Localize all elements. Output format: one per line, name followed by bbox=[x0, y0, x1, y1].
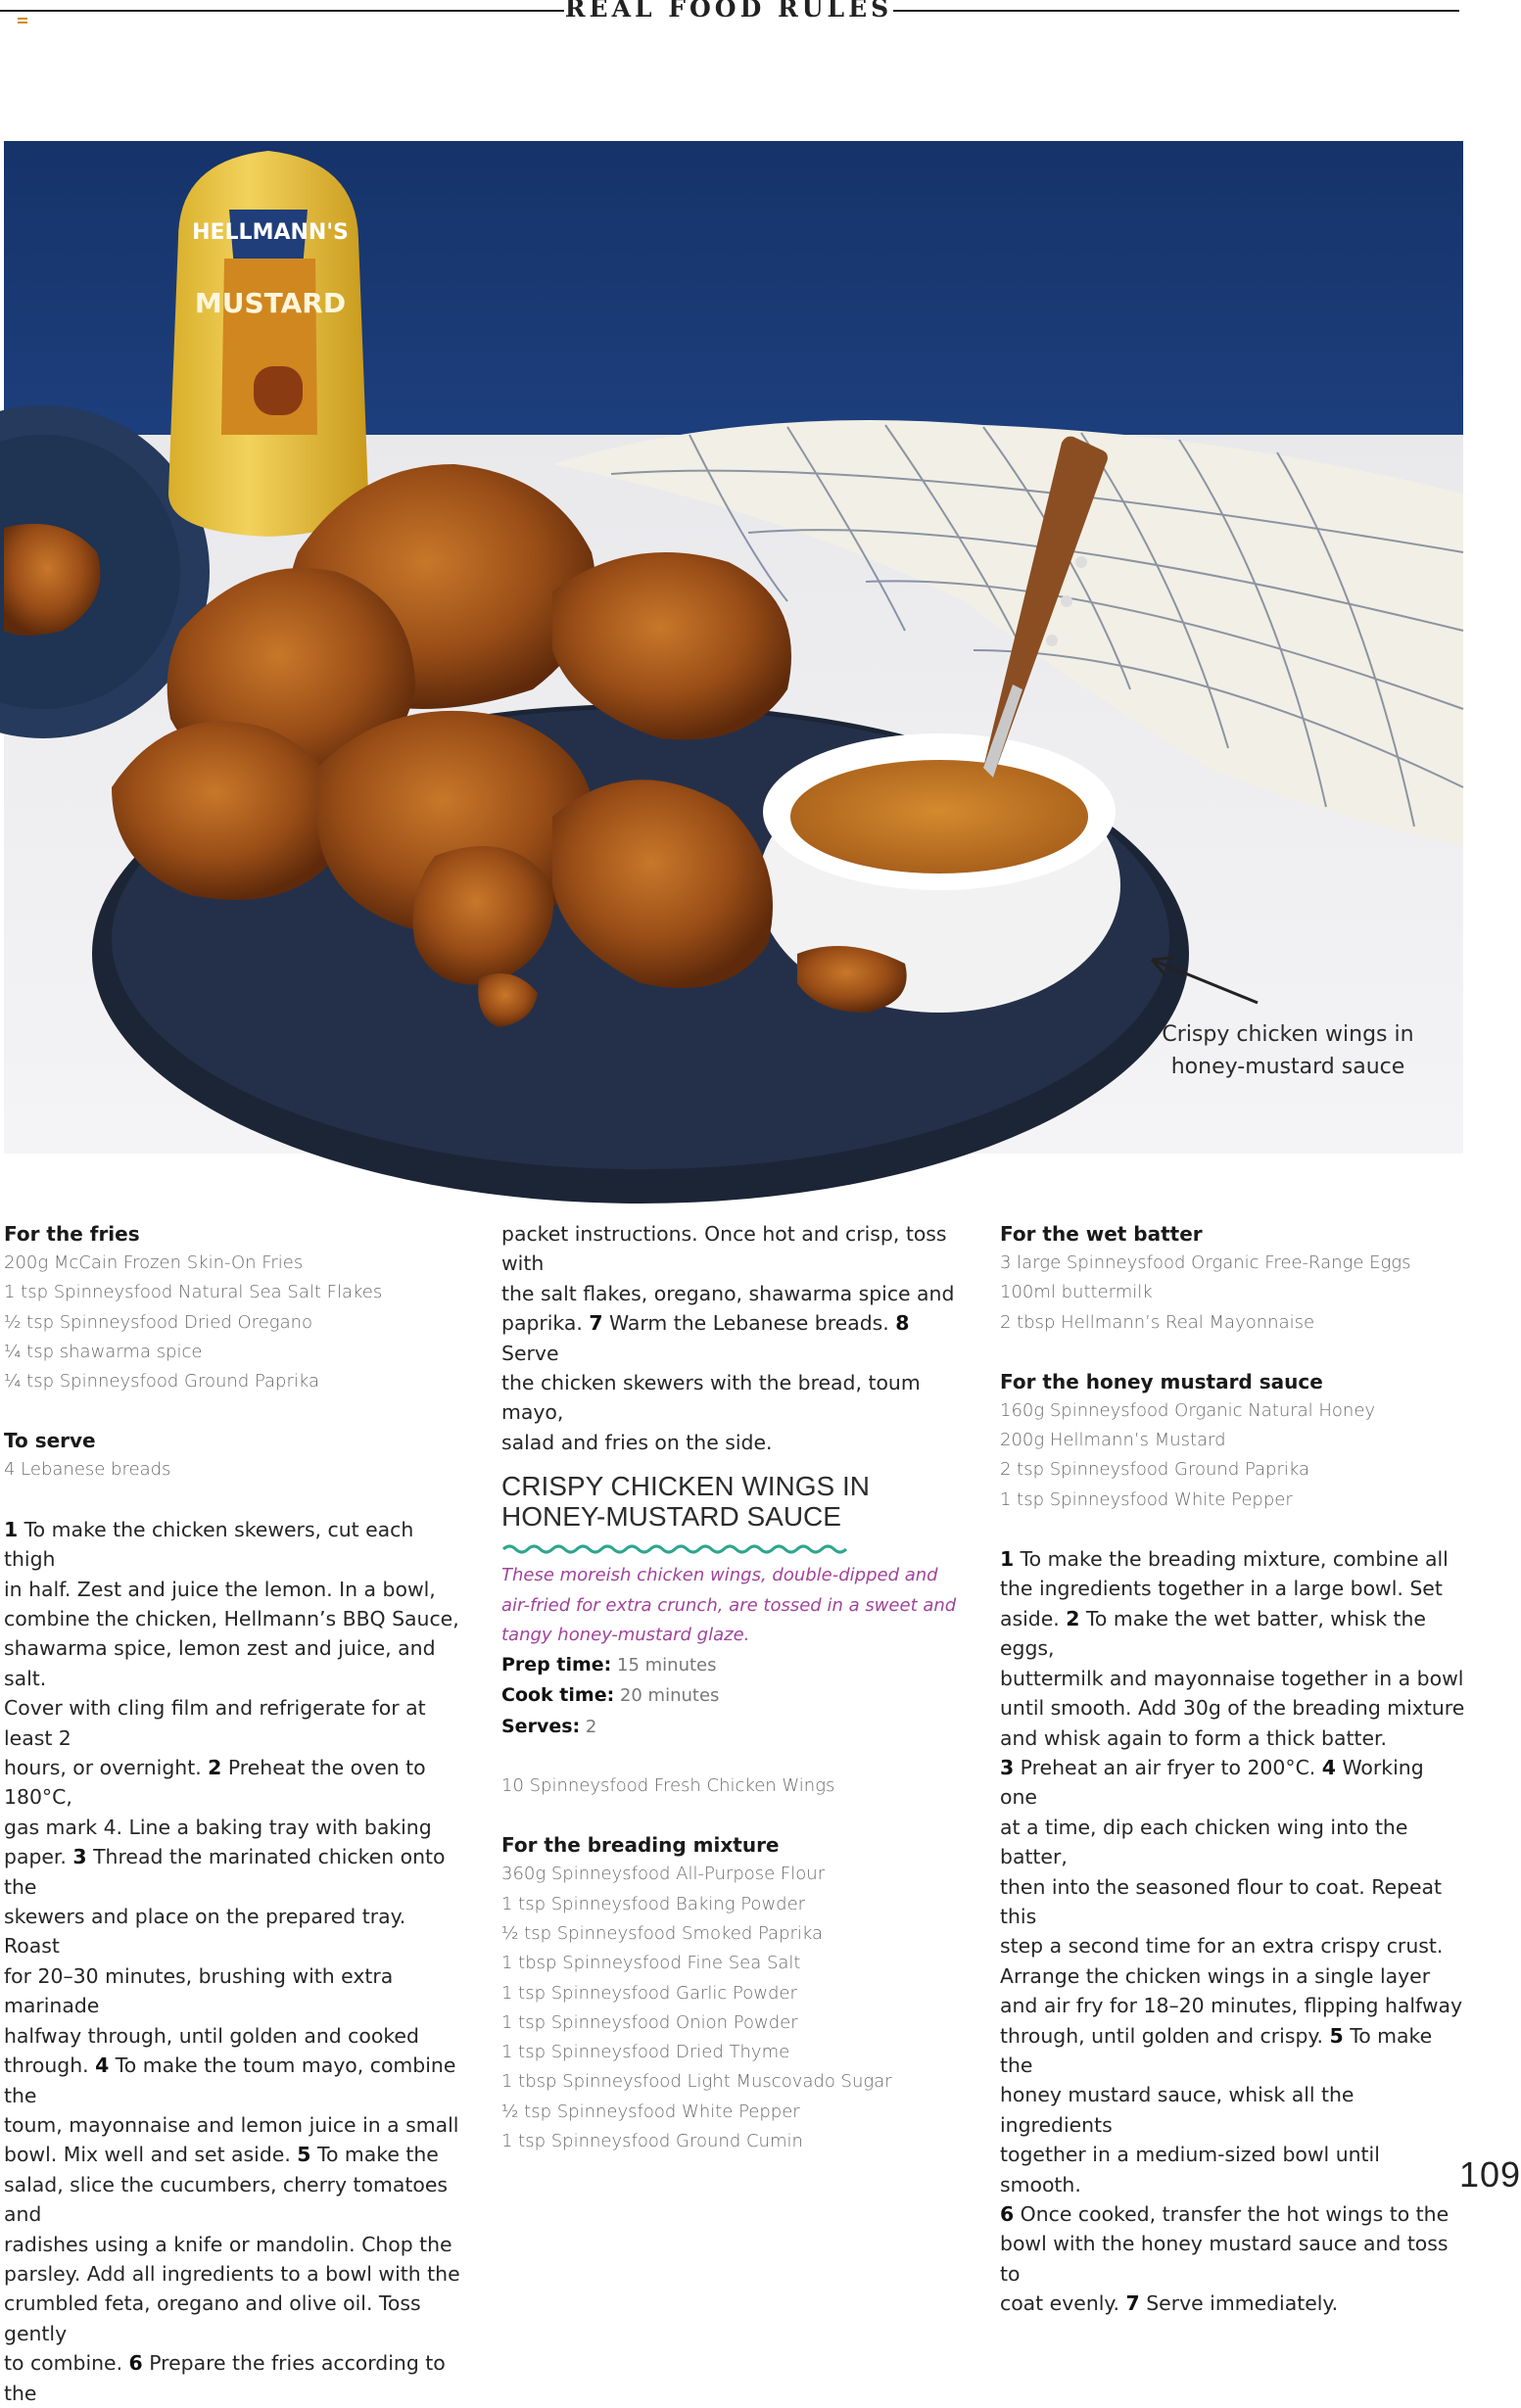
ingredient: 1 tsp Spinneysfood Dried Thyme bbox=[501, 2042, 790, 2063]
method-line: and air fry for 18–20 minutes, flipping halfway bbox=[1000, 1994, 1463, 2018]
method-line: 1 To make the chicken skewers, cut each thigh bbox=[4, 1517, 414, 1572]
method-line: crumbled feta, oregano and olive oil. Toss gently bbox=[4, 2291, 421, 2345]
prep-label: Prep time: bbox=[501, 1654, 612, 1676]
column-1 bbox=[4, 1219, 464, 2408]
serve-heading: To serve bbox=[4, 1429, 96, 1453]
ingredient: 160g Spinneysfood Organic Natural Honey bbox=[1000, 1399, 1376, 1421]
method-line: parsley. Add all ingredients to a bowl with the bbox=[4, 2261, 460, 2286]
method-line: the chicken skewers with the bread, toum mayo, bbox=[501, 1371, 921, 1425]
ingredient: 200g McCain Frozen Skin-On Fries bbox=[4, 1252, 304, 1273]
method-line: packet instructions. Once hot and crisp, toss with bbox=[501, 1222, 947, 1276]
caption-line-2: honey-mustard sauce bbox=[1170, 1055, 1405, 1079]
method-line: through, until golden and crispy. 5 To make the bbox=[1000, 2023, 1433, 2077]
method-line: combine the chicken, Hellmann’s BBQ Sauce, bbox=[4, 1607, 459, 1630]
cook-value: 20 minutes bbox=[619, 1685, 720, 1707]
intro-line: tangy honey-mustard glaze. bbox=[501, 1624, 750, 1645]
cook-label: Cook time: bbox=[501, 1684, 615, 1707]
method-line: until smooth. Add 30g of the breading mixture bbox=[1000, 1696, 1465, 1721]
method-line: together in a medium-sized bowl until smooth. bbox=[1000, 2143, 1380, 2196]
recipe-photo bbox=[4, 141, 1463, 1154]
ingredient: ¼ tsp Spinneysfood Ground Paprika bbox=[4, 1371, 320, 1393]
method-line: salad, slice the cucumbers, cherry tomatoes and bbox=[4, 2172, 449, 2227]
method-line: aside. 2 To make the wet batter, whisk the eggs, bbox=[1000, 1606, 1426, 1661]
batter-heading: For the wet batter bbox=[1000, 1222, 1203, 1246]
method-text bbox=[1000, 1544, 1465, 2319]
method-line: 6 Once cooked, transfer the hot wings to the bbox=[1000, 2202, 1450, 2227]
ingredient: 1 tsp Spinneysfood Onion Powder bbox=[501, 2011, 798, 2033]
recipe-title bbox=[501, 1471, 967, 1532]
page-header bbox=[0, 0, 1518, 29]
method-line: radishes using a knife or mandolin. Chop the bbox=[4, 2232, 452, 2256]
method-line: halfway through, until golden and cooked bbox=[4, 2023, 419, 2048]
ingredient: 1 tsp Spinneysfood White Pepper bbox=[1000, 1488, 1293, 1510]
serves bbox=[501, 1712, 967, 1742]
ingredient: 1 tsp Spinneysfood Baking Powder bbox=[501, 1893, 806, 1914]
serves-label: Serves: bbox=[501, 1715, 581, 1737]
recipe-title-line-2: HONEY-MUSTARD SAUCE bbox=[501, 1501, 841, 1533]
method-line: Arrange the chicken wings in a single layer bbox=[1000, 1963, 1431, 1988]
recipe-title-line-1: CRISPY CHICKEN WINGS IN bbox=[501, 1471, 870, 1502]
ingredient: ½ tsp Spinneysfood Dried Oregano bbox=[4, 1311, 313, 1333]
ingredient: 360g Spinneysfood All-Purpose Flour bbox=[501, 1864, 826, 1885]
ingredient: 1 tsp Spinneysfood Natural Sea Salt Flakes bbox=[4, 1282, 383, 1303]
ingredient: 200g Hellmann’s Mustard bbox=[1000, 1430, 1226, 1451]
ingredient: ½ tsp Spinneysfood White Pepper bbox=[501, 2101, 800, 2122]
method-line: honey mustard sauce, whisk all the ingredients bbox=[1000, 2083, 1355, 2137]
bottle-brand: HELLMANN'S bbox=[192, 220, 349, 245]
bottle-label: MUSTARD bbox=[194, 287, 347, 319]
ingredient: 100ml buttermilk bbox=[1000, 1282, 1153, 1303]
ingredient: ¼ tsp shawarma spice bbox=[4, 1341, 203, 1362]
method-line: to combine. 6 Prepare the fries according to the bbox=[4, 2351, 446, 2405]
method-line: bowl. Mix well and set aside. 5 To make the bbox=[4, 2143, 439, 2167]
method-text bbox=[4, 1515, 464, 2408]
ingredient: 1 tsp Spinneysfood Garlic Powder bbox=[501, 1982, 797, 2004]
menu-icon[interactable] bbox=[18, 18, 27, 25]
method-line: the ingredients together in a large bowl. Set bbox=[1000, 1577, 1443, 1601]
header-rule-left bbox=[0, 10, 564, 12]
column-2 bbox=[501, 1219, 967, 2156]
cook-time bbox=[501, 1680, 967, 1711]
method-line: buttermilk and mayonnaise together in a bowl bbox=[1000, 1666, 1464, 1690]
method-line: in half. Zest and juice the lemon. In a bowl, bbox=[4, 1577, 436, 1601]
method-line: paper. 3 Thread the marinated chicken onto the bbox=[4, 1845, 446, 1899]
photo-caption bbox=[1146, 1018, 1430, 1083]
ingredient: ½ tsp Spinneysfood Smoked Paprika bbox=[501, 1922, 824, 1944]
ingredient: 4 Lebanese breads bbox=[4, 1459, 171, 1481]
method-text bbox=[501, 1219, 967, 1457]
main-ingredient: 10 Spinneysfood Fresh Chicken Wings bbox=[501, 1775, 835, 1797]
method-line: then into the seasoned flour to coat. Repeat this bbox=[1000, 1874, 1442, 1928]
page-number: 109 bbox=[1459, 2154, 1521, 2195]
method-line: gas mark 4. Line a baking tray with baking bbox=[4, 1815, 432, 1839]
sauce-ingredient-list bbox=[1000, 1396, 1465, 1515]
ingredient: 2 tsp Spinneysfood Ground Paprika bbox=[1000, 1459, 1310, 1481]
method-line: through. 4 To make the toum mayo, combine the bbox=[4, 2054, 456, 2107]
fries-ingredient-list bbox=[4, 1249, 464, 1396]
column-3 bbox=[1000, 1219, 1465, 2319]
intro-line: air-fried for extra crunch, are tossed in a sweet and bbox=[501, 1594, 957, 1616]
ingredient: 1 tbsp Spinneysfood Light Muscovado Sugar bbox=[501, 2071, 892, 2093]
ingredient: 2 tbsp Hellmann’s Real Mayonnaise bbox=[1000, 1311, 1315, 1333]
method-line: hours, or overnight. 2 Preheat the oven to 180°C, bbox=[4, 1756, 426, 1810]
method-line: at a time, dip each chicken wing into the batter, bbox=[1000, 1815, 1408, 1869]
method-line: for 20–30 minutes, brushing with extra marinade bbox=[4, 1963, 394, 2018]
method-line: paprika. 7 Warm the Lebanese breads. 8 Serve bbox=[501, 1311, 910, 1365]
section-title: REAL FOOD RULES bbox=[564, 0, 893, 23]
sauce-heading: For the honey mustard sauce bbox=[1000, 1369, 1323, 1393]
ingredient: 3 large Spinneysfood Organic Free-Range Eggs bbox=[1000, 1252, 1411, 1273]
method-line: skewers and place on the prepared tray. Roast bbox=[4, 1905, 406, 1959]
batter-ingredient-list bbox=[1000, 1249, 1465, 1338]
method-line: bowl with the honey mustard sauce and toss to bbox=[1000, 2232, 1449, 2286]
method-line: 1 To make the breading mixture, combine all bbox=[1000, 1547, 1449, 1572]
method-line: toum, mayonnaise and lemon juice in a small bbox=[4, 2112, 459, 2137]
ingredient: 1 tsp Spinneysfood Ground Cumin bbox=[501, 2131, 803, 2151]
prep-value: 15 minutes bbox=[617, 1655, 717, 1676]
method-line: the salt flakes, oregano, shawarma spice and bbox=[501, 1281, 955, 1305]
caption-line-1: Crispy chicken wings in bbox=[1162, 1022, 1414, 1047]
serves-value: 2 bbox=[585, 1716, 597, 1737]
intro-line: These moreish chicken wings, double-dipped and bbox=[501, 1565, 938, 1586]
method-line: shawarma spice, lemon zest and juice, and salt. bbox=[4, 1636, 436, 1690]
recipe-intro bbox=[501, 1561, 967, 1650]
method-line: and whisk again to form a thick batter. bbox=[1000, 1725, 1388, 1750]
wave-divider bbox=[501, 1541, 854, 1557]
fries-heading: For the fries bbox=[4, 1222, 140, 1246]
method-line: step a second time for an extra crispy crust. bbox=[1000, 1934, 1444, 1959]
breading-heading: For the breading mixture bbox=[501, 1833, 780, 1858]
method-line: salad and fries on the side. bbox=[501, 1430, 773, 1454]
method-line: 3 Preheat an air fryer to 200°C. 4 Working one bbox=[1000, 1755, 1424, 1810]
breading-ingredient-list bbox=[501, 1860, 967, 2156]
method-line: Cover with cling film and refrigerate for at least 2 bbox=[4, 1696, 426, 1750]
ingredient: 1 tbsp Spinneysfood Fine Sea Salt bbox=[501, 1953, 801, 1974]
prep-time bbox=[501, 1650, 967, 1680]
method-line: coat evenly. 7 Serve immediately. bbox=[1000, 2291, 1339, 2316]
header-rule-right bbox=[893, 10, 1459, 12]
